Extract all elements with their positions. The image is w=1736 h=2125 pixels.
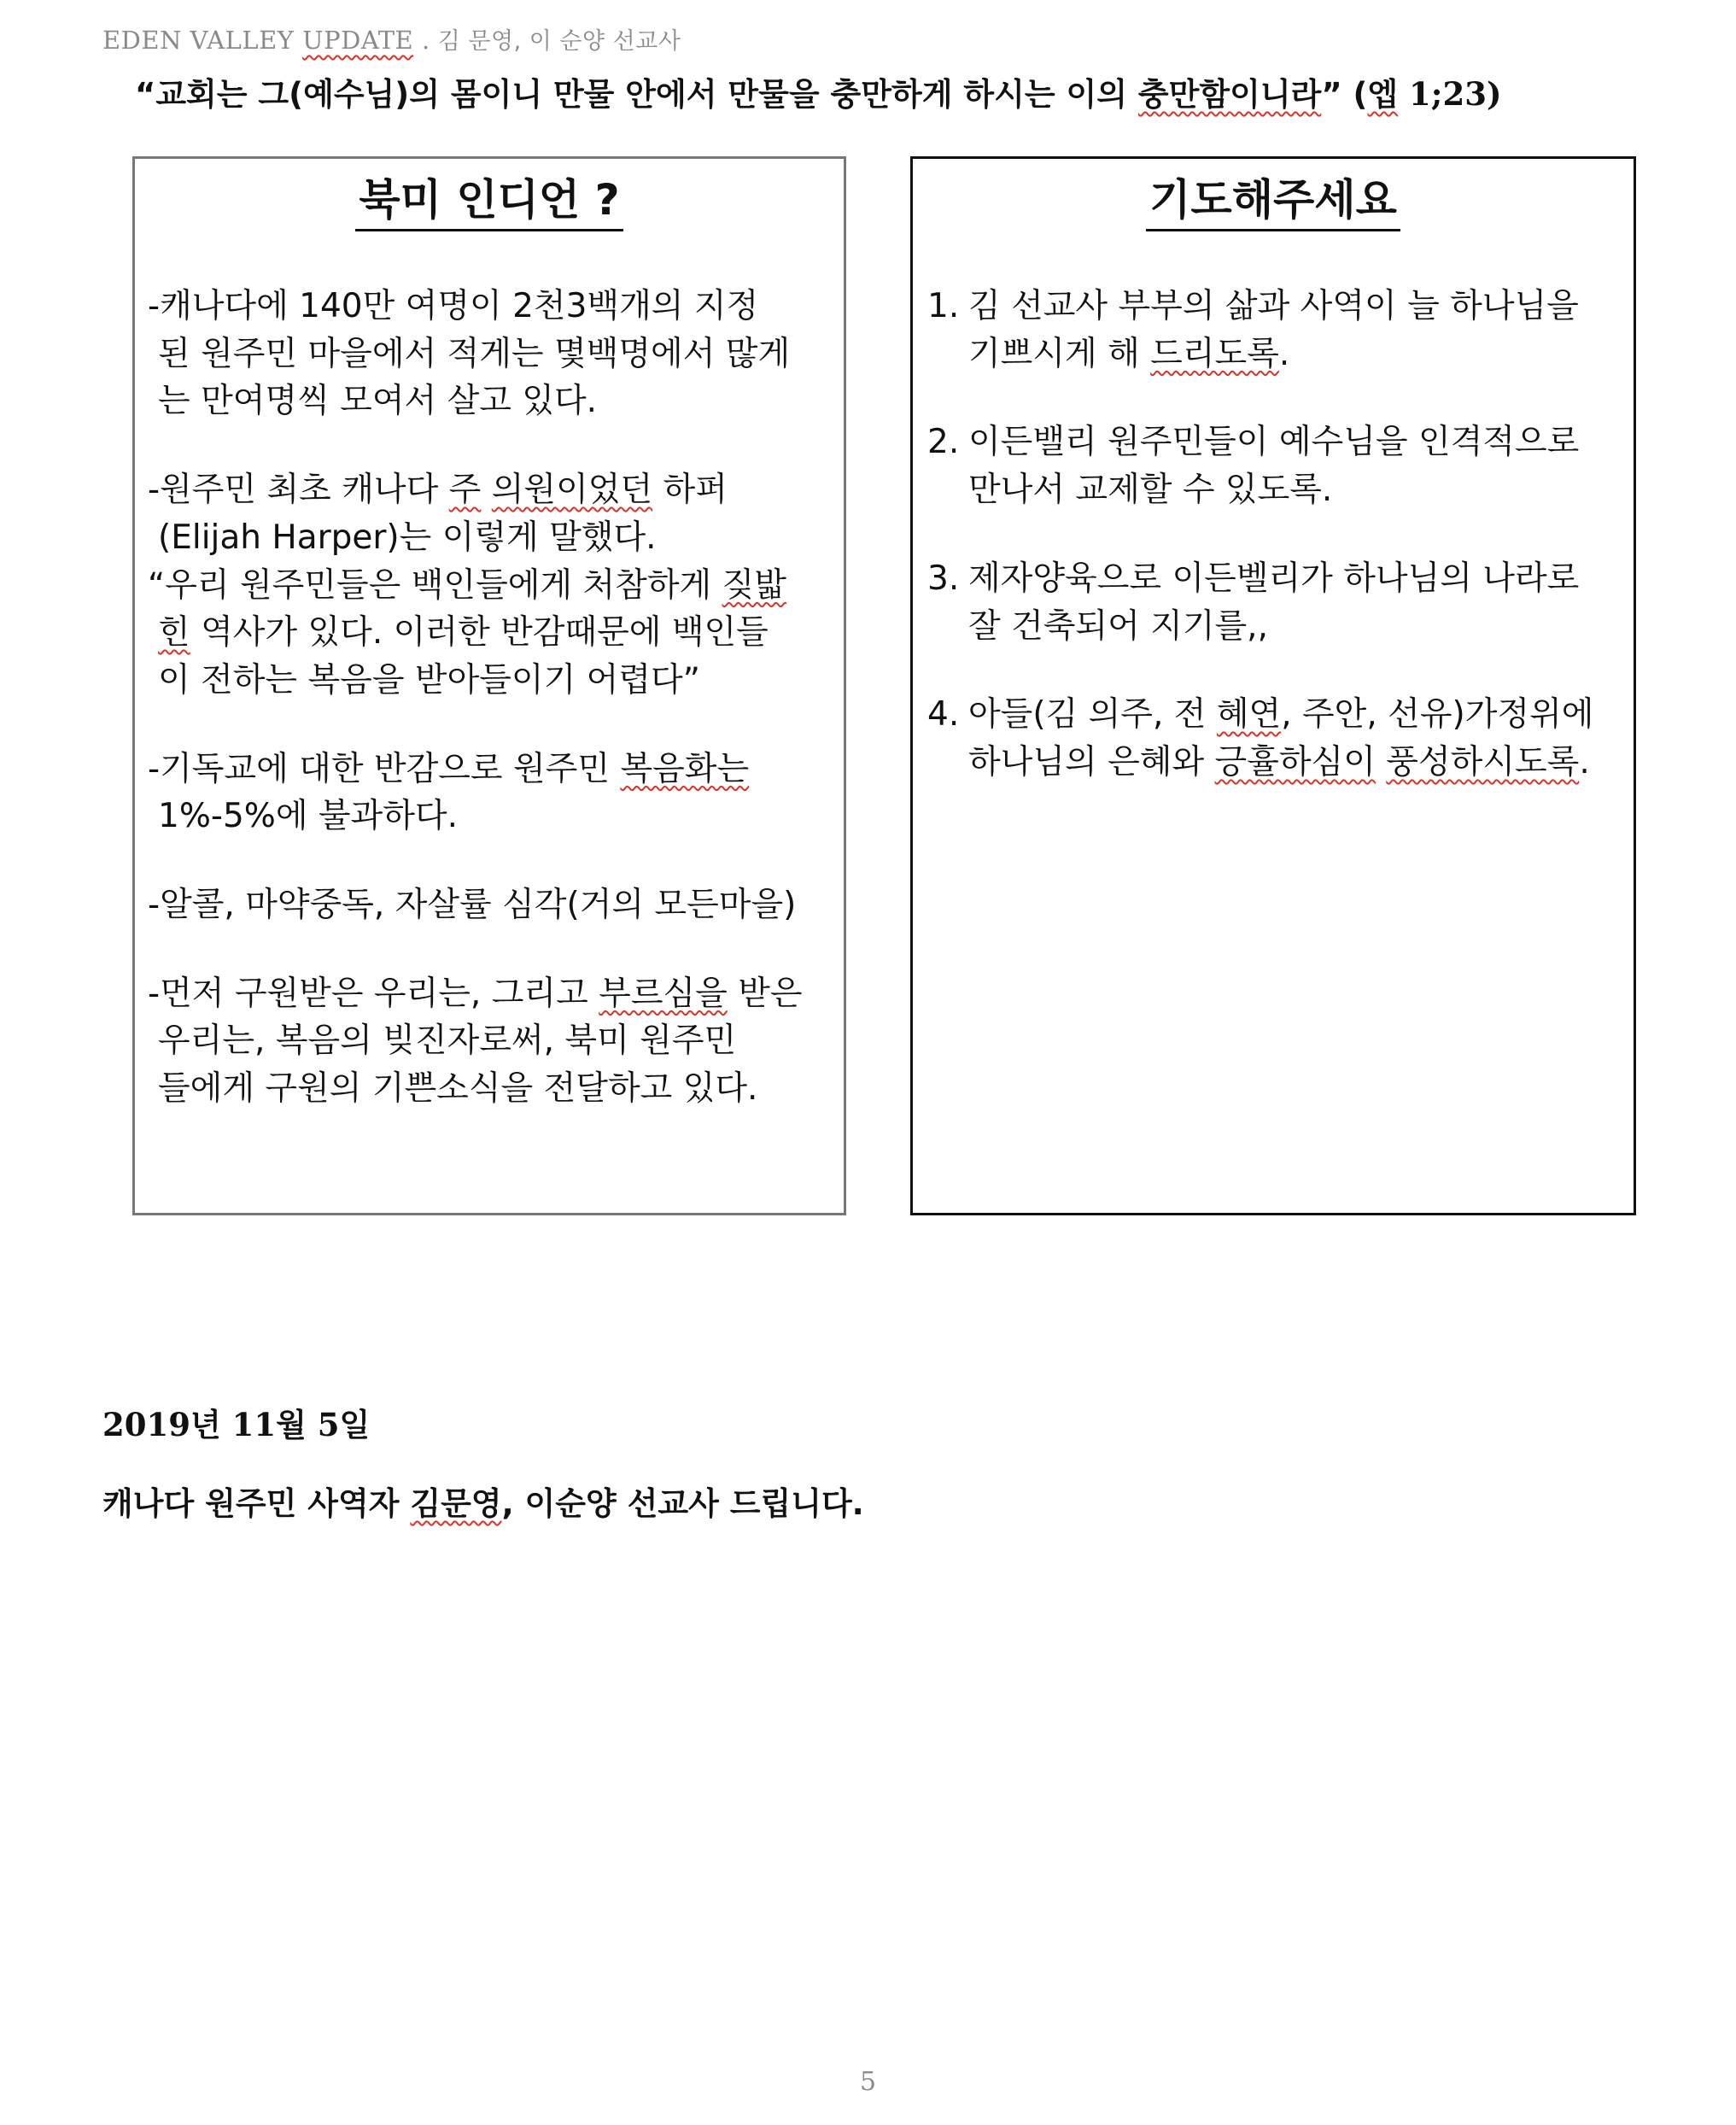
spellcheck-word: 긍휼하심이 [1214, 742, 1376, 782]
prayer-item [927, 283, 1628, 378]
date-year: 2019 [102, 1406, 190, 1443]
text-line: 잘 건축되어 지기를,, [968, 606, 1268, 646]
date-day: 5 [317, 1406, 340, 1443]
date-day-suffix: 일 [339, 1407, 371, 1443]
spellcheck-word: 복음화는 [620, 749, 750, 788]
prayer-item-number: 4. [927, 695, 960, 735]
prayer-item-number: 2. [927, 423, 960, 462]
spellcheck-word: 풍성하시도록 [1386, 742, 1580, 782]
paragraph-population [148, 283, 831, 425]
text-line: 는 만여명씩 모여서 살고 있다. [158, 382, 598, 421]
spellcheck-word: 혜연 [1216, 695, 1282, 735]
verse-ref-number: 1;23) [1398, 75, 1502, 113]
verse-ref-book: 엡 [1367, 76, 1399, 113]
verse-close: ” ( [1321, 76, 1368, 113]
text-line [968, 739, 1628, 787]
text-line [148, 746, 831, 793]
spellcheck-word: 의원이었던 [491, 471, 653, 510]
text-span [481, 471, 491, 509]
prayer-item-number: 1. [927, 287, 960, 325]
header-authors: 김 문영, 이 순양 선교사 [430, 28, 681, 55]
text-line [148, 562, 831, 610]
spellcheck-word: 부르심을 [599, 974, 728, 1013]
text-span: 받은 [727, 974, 803, 1013]
paragraph-evangelization-rate [148, 746, 831, 840]
text-line [148, 970, 831, 1018]
text-line: -캐나다에 140만 여명이 2천3백개의 지정 [148, 287, 759, 325]
bible-verse [135, 68, 1501, 114]
text-span: -기독교에 대한 반감으로 원주민 [148, 749, 621, 788]
letter-date [102, 1399, 370, 1445]
paragraph-addiction [148, 881, 831, 929]
text-line: 이 전하는 복음을 받아들이기 어렵다” [158, 660, 700, 700]
text-line: 1%-5%에 불과하다. [158, 797, 458, 836]
text-line [968, 691, 1628, 739]
text-line: 된 원주민 마을에서 적게는 몇백명에서 많게 [158, 334, 791, 373]
text-line: 만나서 교제할 수 있도록. [968, 471, 1333, 510]
prayer-requests-title: 기도해주세요 [1146, 176, 1400, 231]
prayer-item [927, 419, 1628, 513]
text-line [968, 331, 1628, 378]
page-number: 5 [859, 2067, 877, 2097]
text-span [1376, 743, 1386, 782]
native-americans-box [132, 156, 846, 1215]
text-span: 하나님의 은혜와 [968, 742, 1215, 782]
native-americans-body [148, 283, 831, 1154]
text-line [148, 466, 831, 514]
signature-text: 캐나다 원주민 사역자 [102, 1485, 411, 1522]
spellcheck-word: 짖밟 [722, 565, 786, 605]
text-span: -먼저 구원받은 우리는, 그리고 [148, 974, 599, 1013]
date-month-suffix: 월 [276, 1407, 318, 1443]
paragraph-harper-quote [148, 466, 831, 705]
spellcheck-word: 드리도록 [1150, 334, 1279, 373]
header-title-update: UPDATE [302, 26, 414, 55]
text-line [148, 609, 831, 657]
prayer-requests-list [927, 283, 1628, 828]
text-line: -알콜, 마약중독, 자살률 심각(거의 모든마을) [148, 886, 797, 925]
letter-signature [102, 1478, 864, 1524]
text-span: -원주민 최초 캐나다 [148, 471, 449, 510]
spellcheck-word: 주 [448, 471, 482, 510]
signature-text: , 이순양 선교사 드립니다. [501, 1485, 864, 1522]
prayer-item-number: 3. [927, 559, 960, 598]
spellcheck-word: 힌 [158, 613, 190, 653]
paragraph-mission [148, 970, 831, 1113]
text-span: “우리 원주민들은 백인들에게 처참하게 [148, 565, 722, 605]
text-line: 이든밸리 원주민들이 예수님을 인격적으로 [968, 423, 1580, 462]
text-span: 역사가 있다. 이러한 반감때문에 백인들 [190, 613, 769, 653]
page-header [102, 22, 681, 56]
text-line: 김 선교사 부부의 삶과 사역이 늘 하나님을 [968, 287, 1579, 325]
text-span: 아들(김 의주, 전 [968, 695, 1217, 735]
text-line: (Elijah Harper)는 이렇게 말했다. [158, 518, 657, 557]
text-line: 제자양육으로 이든벨리가 하나님의 나라로 [968, 559, 1580, 598]
native-americans-title-wrap [135, 176, 844, 231]
prayer-item [927, 555, 1628, 650]
text-span: . [1278, 334, 1290, 373]
prayer-requests-box [910, 156, 1636, 1215]
text-line: 들에게 구원의 기쁜소식을 전달하고 있다. [158, 1069, 758, 1109]
header-title: EDEN VALLEY [102, 26, 295, 55]
prayer-item [927, 691, 1628, 786]
spellcheck-word: 김문영 [410, 1485, 502, 1522]
text-span: . [1579, 742, 1590, 782]
text-span: 기쁘시게 해 [968, 334, 1151, 373]
verse-text: “교회는 그(예수님)의 몸이니 만물 안에서 만물을 충만하게 하시는 이의 [135, 76, 1138, 113]
text-line: 우리는, 복음의 빚진자로써, 북미 원주민 [158, 1022, 737, 1061]
text-span: , 주안, 선유)가정위에 [1281, 695, 1594, 735]
header-separator: . [413, 26, 430, 55]
native-americans-title: 북미 인디언 ? [355, 176, 623, 231]
text-span: 하퍼 [652, 471, 728, 510]
verse-misspelled-word: 충만함이니라 [1137, 76, 1322, 113]
prayer-requests-title-wrap [913, 176, 1634, 231]
date-year-suffix: 년 [190, 1407, 232, 1443]
date-month: 11 [231, 1406, 277, 1443]
